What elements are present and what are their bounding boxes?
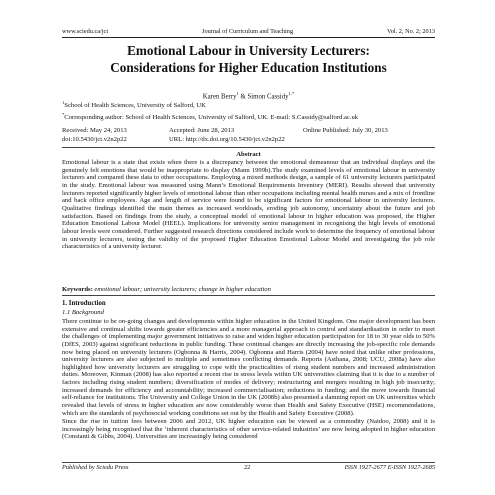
keywords-list: emotional labour; university lecturers; change in higher education <box>92 286 271 293</box>
publication-dates <box>62 126 435 144</box>
section-heading: 1. Introduction <box>62 300 106 307</box>
keywords <box>62 286 435 294</box>
author-1: Karen Berry <box>202 93 237 101</box>
affiliations <box>62 98 435 122</box>
issn: ISSN 1927-2677 E-ISSN 1927-2685 <box>344 464 435 471</box>
online-date: Online Published: July 30, 2013 <box>303 127 388 134</box>
affiliation-1: $^1$School of Health Sciences, University of Salford, UK <box>62 100 206 110</box>
author-separator: & <box>238 93 248 101</box>
abstract-heading: Abstract <box>236 151 261 158</box>
paragraph-1: There continue to be on-going changes and developments within higher education in the United Kingdom. One major development has been extensive and continual shifts towards greater efficiencies and a more managerial approach to control and standardisation in order to meet the challenges of implementing major government initiatives to raise and widen higher education participation for 18 to 30 year olds to 50% (DfES, 2003) against significant reductions in public funding. These continual changes are directly increasing the job-specific role demands now being placed on university lecturers (Ogbonna & Harris, 2004). Ogbonna and Harris (2004) have noted that unlike other professions, university lecturers are also subjected to multiple and sometimes conflicting demands. Reports (Asthana, 2008; UCU, 2008a) have also highlighted how university lecturers are struggling to cope with the practicalities of rising student numbers and increased administration duties. Moreover, Kinman (2008) has also reported a recent rise in stress levels within UK universities claiming that it is due to a number of factors including rising student numbers; diversification of modes of delivery; restructuring and mergers resulting in high job insecurity; increased demands for efficiency and accountability; increased commercialisation; reductions in funding; and the move towards financial self-reliance for institutions. The University and College Union in the UK (2008b) also presented a damning report on UK universities which revealed that levels of stress in higher education are now considerably worse than Health and Safety Executive (HSE) recommendations, which are the standards of psychosocial working conditions set out by the Health and Safety Executive (2008). <box>62 318 435 417</box>
corresponding-author: *Corresponding author: School of Health Sciences, University of Salford, UK. E-mail: S.Cassidy@salford.ac.uk <box>62 112 359 122</box>
doi-url-link[interactable]: URL: http://dx.doi.org/10.5430/jct.v2n2p22 <box>169 136 285 143</box>
subsection-heading: 1.1 Background <box>62 309 104 316</box>
body-text <box>62 318 435 441</box>
affiliation-1-mark: 1 <box>62 100 65 105</box>
received-date: Received: May 24, 2013 <box>62 127 127 134</box>
title-line-1: Emotional Labour in University Lecturers: <box>127 43 370 58</box>
author-2: Simon Cassidy <box>247 93 289 101</box>
author-1-affiliation-mark: 1 <box>236 91 239 96</box>
author-2-affiliation-mark: 1,* <box>288 91 295 96</box>
paper-title <box>62 42 435 76</box>
title-line-2: Considerations for Higher Education Institutions <box>110 60 387 75</box>
volume-info: Vol. 2, No. 2; 2013 <box>387 28 435 35</box>
publisher: Published by Sciedu Press <box>62 464 129 471</box>
footer-rule <box>62 462 435 463</box>
journal-name: Journal of Curriculum and Teaching <box>202 28 294 35</box>
keywords-rule <box>62 295 435 296</box>
accepted-date: Accepted: June 28, 2013 <box>169 127 235 134</box>
keywords-label: Keywords: <box>62 286 93 293</box>
dates-rule <box>62 147 435 148</box>
corresponding-mark: * <box>62 112 65 118</box>
doi: doi:10.5430/jct.v2n2p22 <box>62 136 127 143</box>
paragraph-2: Since the rise in tuition fees between 2006 and 2012, UK higher education can be viewed as a commodity (Naidoo, 2008) and it is increasingly being recognised that the ‘inherent characteristics of other service-related industries’ are now being adopted in higher education (Constanti & Gibbs, 2004). Universities are increasingly being considered <box>62 418 435 441</box>
journal-website[interactable]: www.sciedu.ca/jct <box>62 28 109 35</box>
abstract-text: Emotional labour is a state that exists when there is a discrepancy between the emotional demeanour that an individual displays and the genuinely felt emotions that would be inappropriate to display (Mann 1999b).The study examined levels of emotional labour in university lecturers and compared these data to other occupations. Employing a mixed methods design, a sample of 61 university lecturers participated in the study. Emotional labour was measured using Mann’s Emotional Requirements Inventory (MERI). Results showed that university lecturers reported significantly higher levels of emotional labour than other occupations including mental health nurses and a mix of frontline and back office employees. Age and length of service were found to be significant factors for emotional labour in university lecturers. Qualitative findings identified the main themes as increased workloads, eroding job autonomy, uncertainty about the future and job satisfaction. Based on findings from the study, a conceptual model of emotional labour in higher education was proposed, the Higher Education Emotional Labour Model (HEEL). Implications for university senior management in recognising the high levels of emotional labour levels were considered. Further suggested research directions considered include work to determine the frequency of emotional labour in university lecturers, testing the validity of the proposed Higher Education Emotional Labour Model and investigating the job role characteristics of a university lecturer. <box>62 159 435 251</box>
page-number: 22 <box>244 464 251 471</box>
running-header <box>62 28 435 36</box>
header-rule <box>62 37 435 38</box>
